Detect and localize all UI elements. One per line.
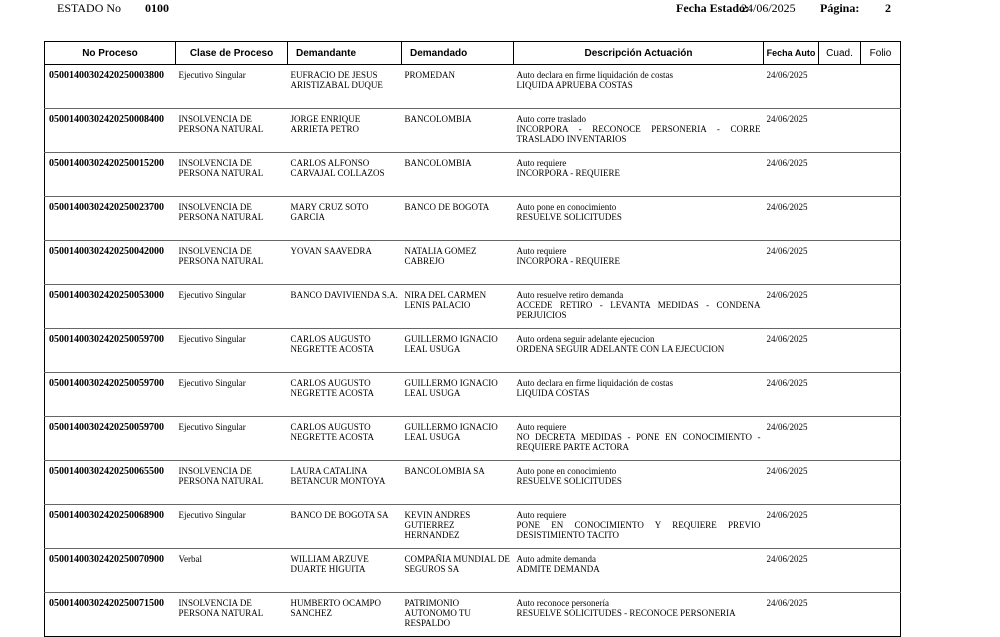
- folio-cell: [861, 109, 901, 153]
- proceso-number: 05001400302420250059700: [45, 417, 176, 461]
- demandado: PATRIMONIO AUTONOMO TU RESPALDO: [402, 593, 514, 637]
- estado-label: ESTADO No: [57, 1, 122, 15]
- clase-proceso: INSOLVENCIA DE PERSONA NATURAL: [176, 241, 288, 285]
- actuacion-detail: LIQUIDA APRUEBA COSTAS: [516, 80, 633, 90]
- descripcion-actuacion: [514, 109, 764, 153]
- col-header-demandado: Demandado: [402, 42, 514, 65]
- demandado: COMPAÑIA MUNDIAL DE SEGUROS SA: [402, 549, 514, 593]
- actuacion-title: Auto admite demanda: [516, 554, 596, 564]
- fecha-auto: 24/06/2025: [764, 505, 819, 549]
- fecha-auto: 24/06/2025: [764, 549, 819, 593]
- proceso-number: 05001400302420250023700: [45, 197, 176, 241]
- proceso-number: 05001400302420250065500: [45, 461, 176, 505]
- descripcion-actuacion: [514, 461, 764, 505]
- table-row: [45, 241, 901, 285]
- table-row: [45, 285, 901, 329]
- table-body: [45, 65, 901, 637]
- fecha-auto: 24/06/2025: [764, 373, 819, 417]
- table-row: [45, 65, 901, 109]
- table-row: [45, 417, 901, 461]
- fecha-auto: 24/06/2025: [764, 153, 819, 197]
- actuacion-title: Auto declara en firme liquidación de costas: [516, 378, 673, 388]
- actuacion-detail: RESUELVE SOLICITUDES - RECONOCE PERSONERIA: [516, 608, 736, 618]
- demandado: NATALIA GOMEZ CABREJO: [402, 241, 514, 285]
- col-header-cuad: Cuad.: [819, 42, 861, 65]
- descripcion-actuacion: [514, 153, 764, 197]
- descripcion-actuacion: [514, 197, 764, 241]
- cuad-cell: [819, 505, 861, 549]
- folio-cell: [861, 153, 901, 197]
- clase-proceso: Ejecutivo Singular: [176, 285, 288, 329]
- fecha-auto: 24/06/2025: [764, 593, 819, 637]
- actuacion-detail: ACCEDE RETIRO - LEVANTA MEDIDAS - CONDENA PERJUICIOS: [516, 300, 761, 320]
- actuacion-detail: LIQUIDA COSTAS: [516, 388, 590, 398]
- pagina-number: 2: [885, 1, 891, 15]
- actuacion-detail: NO DECRETA MEDIDAS - PONE EN CONOCIMIENTO - REQUIERE PARTE ACTORA: [516, 432, 761, 452]
- folio-cell: [861, 197, 901, 241]
- demandado: BANCO DE BOGOTA: [402, 197, 514, 241]
- pagina-label: Página:: [820, 1, 860, 15]
- actuacion-title: Auto requiere: [516, 246, 567, 256]
- actuacion-title: Auto pone en conocimiento: [516, 202, 617, 212]
- col-header-no-proceso: No Proceso: [45, 42, 176, 65]
- demandante: CARLOS ALFONSO CARVAJAL COLLAZOS: [288, 153, 402, 197]
- descripcion-actuacion: [514, 373, 764, 417]
- table-row: [45, 505, 901, 549]
- demandante: WILLIAM ARZUVE DUARTE HIGUITA: [288, 549, 402, 593]
- cuad-cell: [819, 373, 861, 417]
- clase-proceso: Ejecutivo Singular: [176, 373, 288, 417]
- demandante: EUFRACIO DE JESUS ARISTIZABAL DUQUE: [288, 65, 402, 109]
- proceso-number: 05001400302420250059700: [45, 329, 176, 373]
- fecha-auto: 24/06/2025: [764, 197, 819, 241]
- demandante: BANCO DAVIVIENDA S.A.: [288, 285, 402, 329]
- fecha-estado-value: 24/06/2025: [741, 1, 796, 15]
- actuacion-title: Auto corre traslado: [516, 114, 586, 124]
- table-header: [45, 42, 901, 65]
- proceso-number: 05001400302420250071500: [45, 593, 176, 637]
- descripcion-actuacion: [514, 505, 764, 549]
- folio-cell: [861, 549, 901, 593]
- fecha-auto: 24/06/2025: [764, 65, 819, 109]
- cuad-cell: [819, 461, 861, 505]
- col-header-folio: Folio: [861, 42, 901, 65]
- actuacion-detail: INCORPORA - REQUIERE: [516, 168, 621, 178]
- clase-proceso: Verbal: [176, 549, 288, 593]
- descripcion-actuacion: [514, 593, 764, 637]
- descripcion-actuacion: [514, 241, 764, 285]
- demandante: YOVAN SAAVEDRA: [288, 241, 402, 285]
- cuad-cell: [819, 329, 861, 373]
- proceso-number: 05001400302420250015200: [45, 153, 176, 197]
- folio-cell: [861, 329, 901, 373]
- clase-proceso: INSOLVENCIA DE PERSONA NATURAL: [176, 153, 288, 197]
- actuacion-title: Auto pone en conocimiento: [516, 466, 617, 476]
- descripcion-actuacion: [514, 65, 764, 109]
- actuacion-detail: RESUELVE SOLICITUDES: [516, 212, 622, 222]
- actuacion-detail: RESUELVE SOLICITUDES: [516, 476, 622, 486]
- demandado: GUILLERMO IGNACIO LEAL USUGA: [402, 329, 514, 373]
- clase-proceso: INSOLVENCIA DE PERSONA NATURAL: [176, 593, 288, 637]
- cuad-cell: [819, 109, 861, 153]
- demandado: KEVIN ANDRES GUTIERREZ HERNANDEZ: [402, 505, 514, 549]
- actuacion-title: Auto reconoce personería: [516, 598, 609, 608]
- folio-cell: [861, 593, 901, 637]
- proceso-number: 05001400302420250042000: [45, 241, 176, 285]
- descripcion-actuacion: [514, 549, 764, 593]
- table-row: [45, 549, 901, 593]
- proceso-number: 05001400302420250068900: [45, 505, 176, 549]
- clase-proceso: Ejecutivo Singular: [176, 329, 288, 373]
- demandado: GUILLERMO IGNACIO LEAL USUGA: [402, 373, 514, 417]
- clase-proceso: INSOLVENCIA DE PERSONA NATURAL: [176, 197, 288, 241]
- table-row: [45, 373, 901, 417]
- fecha-auto: 24/06/2025: [764, 285, 819, 329]
- clase-proceso: Ejecutivo Singular: [176, 65, 288, 109]
- cuad-cell: [819, 241, 861, 285]
- fecha-auto: 24/06/2025: [764, 329, 819, 373]
- folio-cell: [861, 285, 901, 329]
- demandado: BANCOLOMBIA: [402, 109, 514, 153]
- demandante: CARLOS AUGUSTO NEGRETTE ACOSTA: [288, 329, 402, 373]
- demandante: JORGE ENRIQUE ARRIETA PETRO: [288, 109, 402, 153]
- table-row: [45, 109, 901, 153]
- actuacion-title: Auto requiere: [516, 422, 567, 432]
- folio-cell: [861, 417, 901, 461]
- table-row: [45, 593, 901, 637]
- actuacion-title: Auto requiere: [516, 510, 567, 520]
- demandante: BANCO DE BOGOTA SA: [288, 505, 402, 549]
- demandado: BANCOLOMBIA: [402, 153, 514, 197]
- folio-cell: [861, 373, 901, 417]
- folio-cell: [861, 65, 901, 109]
- cuad-cell: [819, 593, 861, 637]
- demandante: CARLOS AUGUSTO NEGRETTE ACOSTA: [288, 373, 402, 417]
- demandante: HUMBERTO OCAMPO SANCHEZ: [288, 593, 402, 637]
- actuacion-detail: PONE EN CONOCIMIENTO Y REQUIERE PREVIO DESISTIMIENTO TACITO: [516, 520, 761, 540]
- table-row: [45, 461, 901, 505]
- fecha-auto: 24/06/2025: [764, 241, 819, 285]
- demandante: MARY CRUZ SOTO GARCIA: [288, 197, 402, 241]
- clase-proceso: INSOLVENCIA DE PERSONA NATURAL: [176, 109, 288, 153]
- demandado: BANCOLOMBIA SA: [402, 461, 514, 505]
- col-header-clase: Clase de Proceso: [176, 42, 288, 65]
- descripcion-actuacion: [514, 285, 764, 329]
- folio-cell: [861, 505, 901, 549]
- cuad-cell: [819, 65, 861, 109]
- demandado: PROMEDAN: [402, 65, 514, 109]
- demandado: GUILLERMO IGNACIO LEAL USUGA: [402, 417, 514, 461]
- cuad-cell: [819, 285, 861, 329]
- clase-proceso: Ejecutivo Singular: [176, 505, 288, 549]
- proceso-number: 05001400302420250008400: [45, 109, 176, 153]
- cuad-cell: [819, 197, 861, 241]
- proceso-number: 05001400302420250053000: [45, 285, 176, 329]
- actuacion-detail: ORDENA SEGUIR ADELANTE CON LA EJECUCION: [516, 344, 725, 354]
- table-row: [45, 197, 901, 241]
- fecha-auto: 24/06/2025: [764, 461, 819, 505]
- demandante: CARLOS AUGUSTO NEGRETTE ACOSTA: [288, 417, 402, 461]
- clase-proceso: Ejecutivo Singular: [176, 417, 288, 461]
- actuacion-detail: INCORPORA - REQUIERE: [516, 256, 621, 266]
- cuad-cell: [819, 153, 861, 197]
- actuacion-detail: INCORPORA - RECONOCE PERSONERIA - CORRE TRASLADO INVENTARIOS: [516, 124, 761, 144]
- cuad-cell: [819, 549, 861, 593]
- cuad-cell: [819, 417, 861, 461]
- actuacion-title: Auto requiere: [516, 158, 567, 168]
- table-row: [45, 153, 901, 197]
- col-header-demandante: Demandante: [288, 42, 402, 65]
- proceso-number: 05001400302420250070900: [45, 549, 176, 593]
- fecha-auto: 24/06/2025: [764, 109, 819, 153]
- estado-table: [44, 41, 901, 637]
- estado-number: 0100: [145, 1, 169, 15]
- actuacion-title: Auto declara en firme liquidación de costas: [516, 70, 673, 80]
- actuacion-detail: ADMITE DEMANDA: [516, 564, 600, 574]
- demandante: LAURA CATALINA BETANCUR MONTOYA: [288, 461, 402, 505]
- proceso-number: 05001400302420250059700: [45, 373, 176, 417]
- descripcion-actuacion: [514, 329, 764, 373]
- actuacion-title: Auto ordena seguir adelante ejecucion: [516, 334, 655, 344]
- proceso-number: 05001400302420250003800: [45, 65, 176, 109]
- clase-proceso: INSOLVENCIA DE PERSONA NATURAL: [176, 461, 288, 505]
- folio-cell: [861, 461, 901, 505]
- folio-cell: [861, 241, 901, 285]
- descripcion-actuacion: [514, 417, 764, 461]
- demandado: NIRA DEL CARMEN LENIS PALACIO: [402, 285, 514, 329]
- col-header-descripcion: Descripción Actuación: [514, 42, 764, 65]
- col-header-fecha-auto: Fecha Auto: [764, 42, 819, 65]
- fecha-estado-label: Fecha Estado:: [676, 1, 749, 15]
- fecha-auto: 24/06/2025: [764, 417, 819, 461]
- table-row: [45, 329, 901, 373]
- actuacion-title: Auto resuelve retiro demanda: [516, 290, 624, 300]
